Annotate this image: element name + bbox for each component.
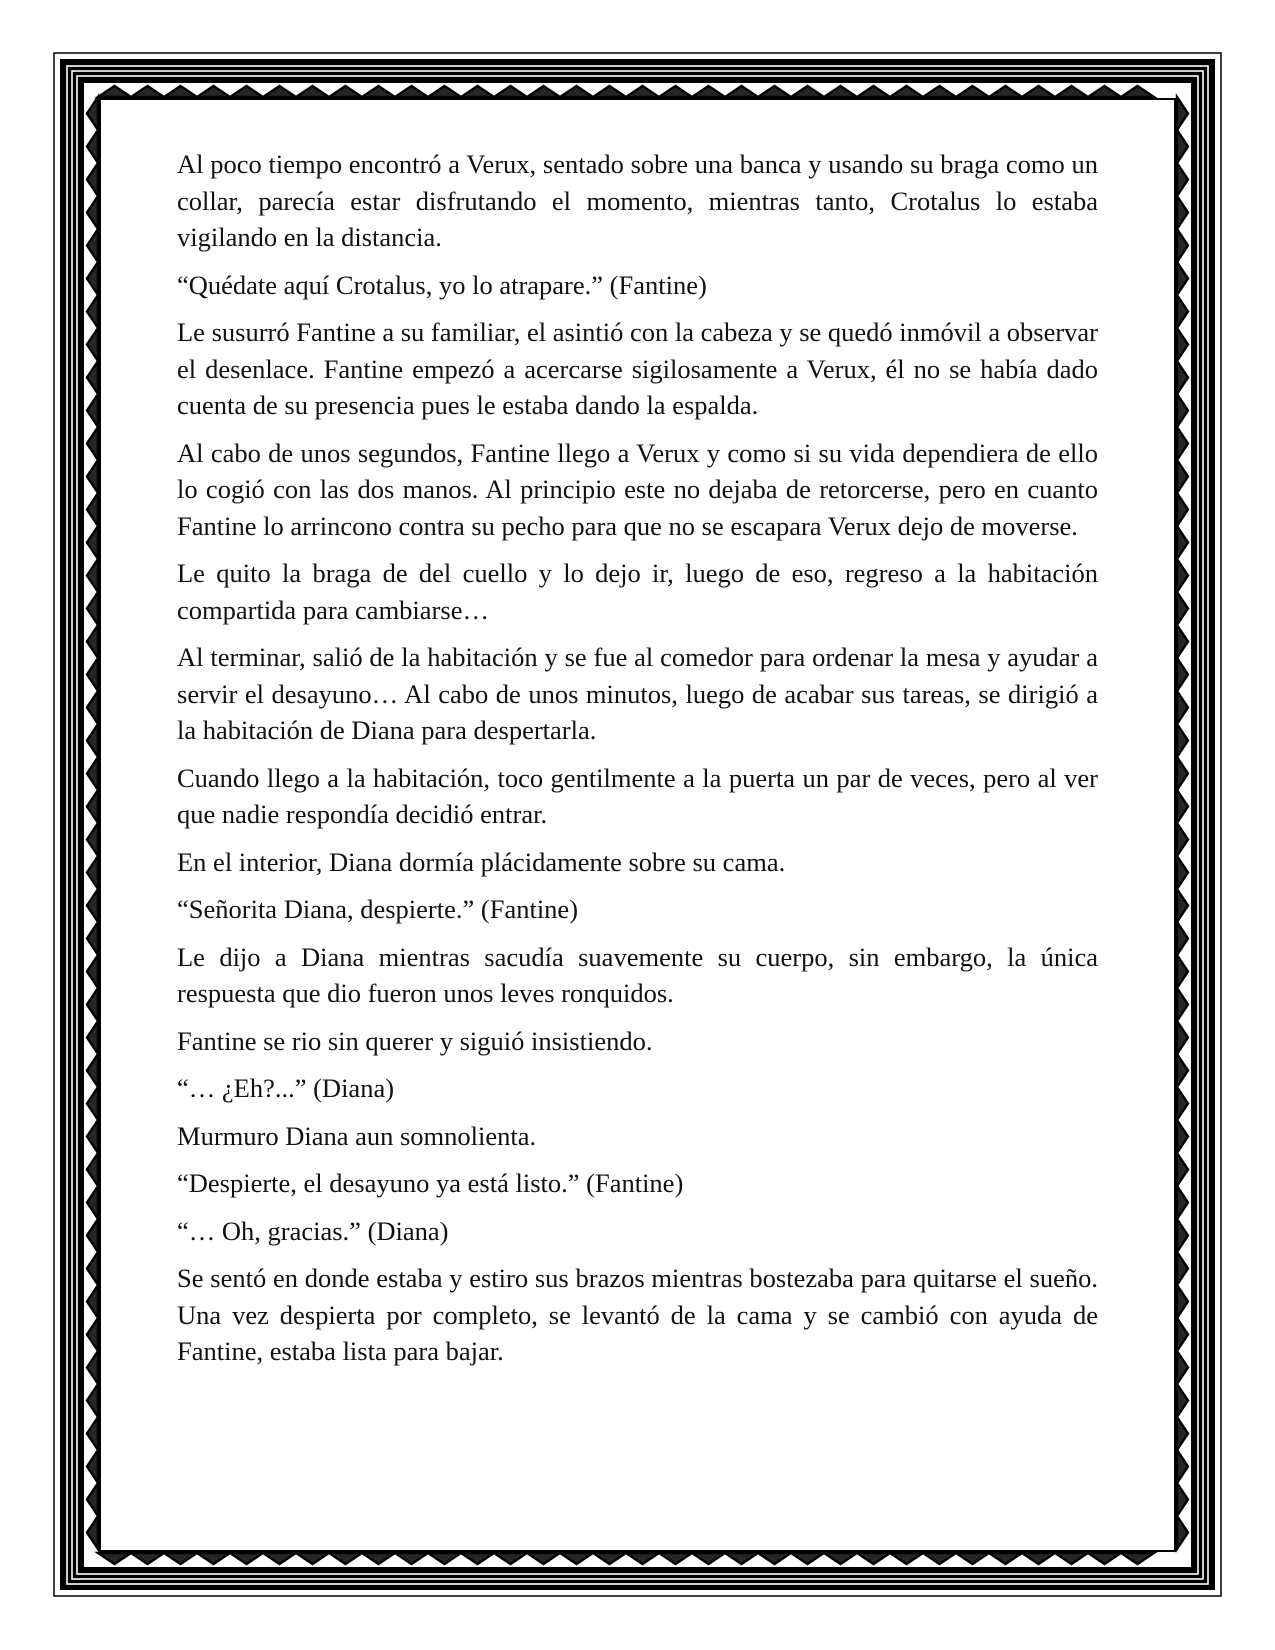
paragraph: “Señorita Diana, despierte.” (Fantine)	[177, 894, 579, 924]
paragraph: Al terminar, salió de la habitación y se fue al comedor para ordenar la mesa y ayudar a servir el desayuno… Al cabo de unos minutos, luego de acabar sus tareas, se dirigió a la habitación de Diana para despertarla.	[177, 642, 1098, 745]
paragraph: “… Oh, gracias.” (Diana)	[177, 1215, 449, 1246]
paragraph: Le quito la braga de del cuello y lo dejo ir, luego de eso, regreso a la habitación compartida para cambiarse…	[177, 558, 1098, 625]
paragraph: Al cabo de unos segundos, Fantine llego a Verux y como si su vida dependiera de ello lo cogió con las dos manos. Al principio este no dejaba de retorcerse, pero en cuanto Fantine lo arrincono contra su pecho para que no se escapara Verux dejo de moverse.	[177, 437, 1098, 541]
paragraph: “… ¿Eh?...” (Diana)	[177, 1073, 395, 1103]
paragraph: En el interior, Diana dormía plácidamente sobre su cama.	[177, 846, 786, 877]
paragraph: “Quédate aquí Crotalus, yo lo atrapare.” (Fantine)	[177, 269, 707, 300]
paragraph: Al poco tiempo encontró a Verux, sentado sobre una banca y usando su braga como un collar, parecía estar disfrutando el momento, mientras tanto, Crotalus lo estaba vigilando en la distancia.	[177, 149, 1098, 252]
paragraph: Le susurró Fantine a su familiar, el asintió con la cabeza y se quedó inmóvil a observar el desenlace. Fantine empezó a acercarse sigilosamente a Verux, él no se había dado cuenta de su presencia pues le estaba dando la espalda.	[177, 317, 1098, 420]
paragraph: Murmuro Diana aun somnolienta.	[177, 1120, 537, 1151]
paragraph: Le dijo a Diana mientras sacudía suavemente su cuerpo, sin embargo, la única respuesta que dio fueron unos leves ronquidos.	[177, 941, 1098, 1008]
paragraph: “Despierte, el desayuno ya está listo.” (Fantine)	[177, 1168, 684, 1198]
page-text-body	[177, 146, 1098, 1381]
paragraph: Se sentó en donde estaba y estiro sus brazos mientras bostezaba para quitarse el sueño. Una vez despierta por completo, se levantó de la cama y se cambió con ayuda de Fantine, estaba lista para bajar.	[177, 1263, 1098, 1366]
paragraph: Fantine se rio sin querer y siguió insistiendo.	[177, 1025, 653, 1056]
paragraph: Cuando llego a la habitación, toco gentilmente a la puerta un par de veces, pero al ver que nadie respondía decidió entrar.	[177, 762, 1098, 829]
